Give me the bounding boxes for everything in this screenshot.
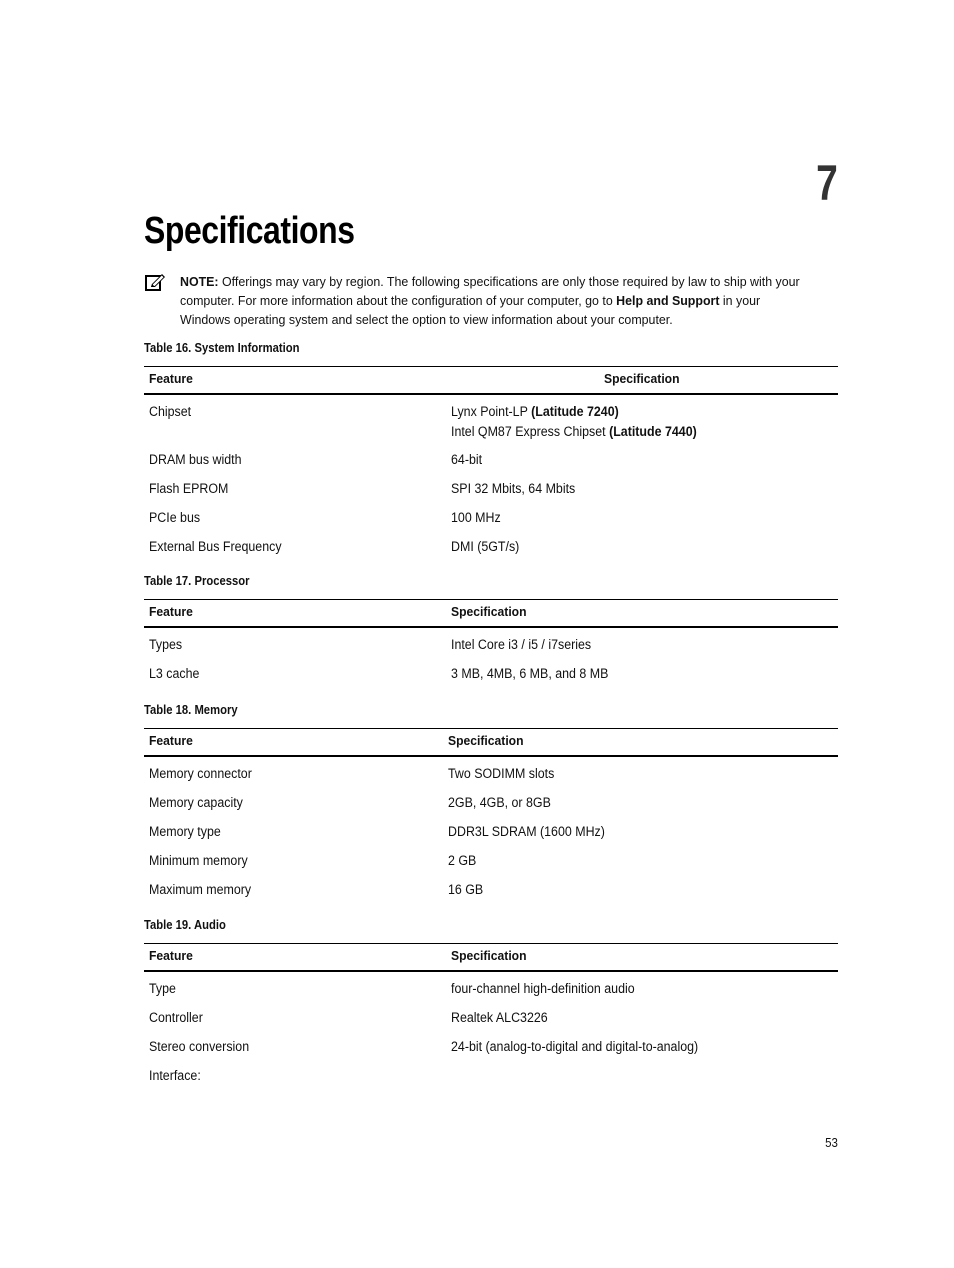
table-row — [144, 786, 838, 815]
table-processor — [144, 599, 838, 686]
table-header — [144, 366, 838, 395]
note-text-1: Offerings may vary by region. The following specifications are only those required by law to ship with your computer. For more information about the configuration of your computer, go to — [180, 274, 800, 308]
feature-cell: Controller — [149, 1010, 203, 1025]
page-number: 53 — [825, 1136, 838, 1150]
table-row — [144, 1059, 838, 1088]
feature-cell: L3 cache — [149, 666, 200, 681]
feature-cell: PCIe bus — [149, 510, 201, 525]
table-18-caption: Table 18. Memory — [144, 703, 238, 717]
table-row — [144, 628, 838, 657]
table-row — [144, 873, 838, 902]
table-audio — [144, 943, 838, 1088]
spec-model: (Latitude 7440) — [609, 424, 697, 439]
spec-cell: 16 GB — [448, 882, 484, 897]
chapter-number: 7 — [816, 155, 838, 211]
table-19-caption: Table 19. Audio — [144, 918, 226, 932]
feature-cell: Minimum memory — [149, 853, 248, 868]
feature-cell: External Bus Frequency — [149, 539, 282, 554]
spec-cell: four-channel high-definition audio — [451, 981, 635, 996]
spec-cell: Intel Core i3 / i5 / i7series — [451, 637, 592, 652]
spec-cell — [451, 402, 697, 442]
feature-cell: Stereo conversion — [149, 1039, 250, 1054]
header-specification: Specification — [448, 733, 524, 748]
table-16-caption: Table 16. System Information — [144, 341, 300, 355]
table-17-caption: Table 17. Processor — [144, 574, 250, 588]
table-header — [144, 728, 838, 757]
header-specification: Specification — [451, 604, 527, 619]
table-row — [144, 815, 838, 844]
feature-cell: Type — [149, 981, 176, 996]
table-row — [144, 757, 838, 786]
table-row — [144, 472, 838, 501]
help-and-support-link: Help and Support — [616, 293, 720, 308]
page-title: Specifications — [144, 210, 355, 252]
spec-cell: 3 MB, 4MB, 6 MB, and 8 MB — [451, 666, 609, 681]
note-text-2: in your Windows operating system and select the option to view information about your computer. — [180, 293, 761, 327]
header-feature: Feature — [149, 604, 193, 619]
feature-cell: DRAM bus width — [149, 452, 242, 467]
header-feature: Feature — [149, 371, 193, 386]
feature-cell: Interface: — [149, 1068, 201, 1083]
spec-text: Lynx Point-LP — [451, 404, 532, 419]
note-pencil-icon — [144, 272, 166, 294]
spec-cell: Two SODIMM slots — [448, 766, 555, 781]
table-row — [144, 395, 838, 443]
spec-cell: 64-bit — [451, 452, 483, 467]
table-memory — [144, 728, 838, 902]
spec-cell: DDR3L SDRAM (1600 MHz) — [448, 824, 605, 839]
table-row — [144, 1030, 838, 1059]
spec-cell: Realtek ALC3226 — [451, 1010, 548, 1025]
table-row — [144, 1001, 838, 1030]
spec-cell: 24-bit (analog-to-digital and digital-to-analog) — [451, 1039, 699, 1054]
feature-cell: Memory capacity — [149, 795, 243, 810]
table-row — [144, 657, 838, 686]
feature-cell: Types — [149, 637, 183, 652]
feature-cell: Memory connector — [149, 766, 252, 781]
spec-cell: 100 MHz — [451, 510, 501, 525]
table-header — [144, 599, 838, 628]
header-feature: Feature — [149, 948, 193, 963]
table-header — [144, 943, 838, 972]
header-specification: Specification — [451, 948, 527, 963]
table-row — [144, 972, 838, 1001]
header-feature: Feature — [149, 733, 193, 748]
feature-cell: Flash EPROM — [149, 481, 229, 496]
feature-cell: Memory type — [149, 824, 221, 839]
feature-cell: Maximum memory — [149, 882, 252, 897]
table-system-information — [144, 366, 838, 559]
spec-text: Intel QM87 Express Chipset — [451, 424, 610, 439]
table-row — [144, 530, 838, 559]
note-text — [180, 272, 800, 329]
feature-cell: Chipset — [149, 404, 192, 419]
table-row — [144, 501, 838, 530]
note-label: NOTE: — [180, 274, 219, 289]
spec-cell: 2GB, 4GB, or 8GB — [448, 795, 551, 810]
table-row — [144, 844, 838, 873]
spec-cell: DMI (5GT/s) — [451, 539, 520, 554]
header-specification: Specification — [604, 371, 680, 386]
spec-cell: SPI 32 Mbits, 64 Mbits — [451, 481, 576, 496]
spec-cell: 2 GB — [448, 853, 477, 868]
table-row — [144, 443, 838, 472]
spec-model: (Latitude 7240) — [531, 404, 619, 419]
